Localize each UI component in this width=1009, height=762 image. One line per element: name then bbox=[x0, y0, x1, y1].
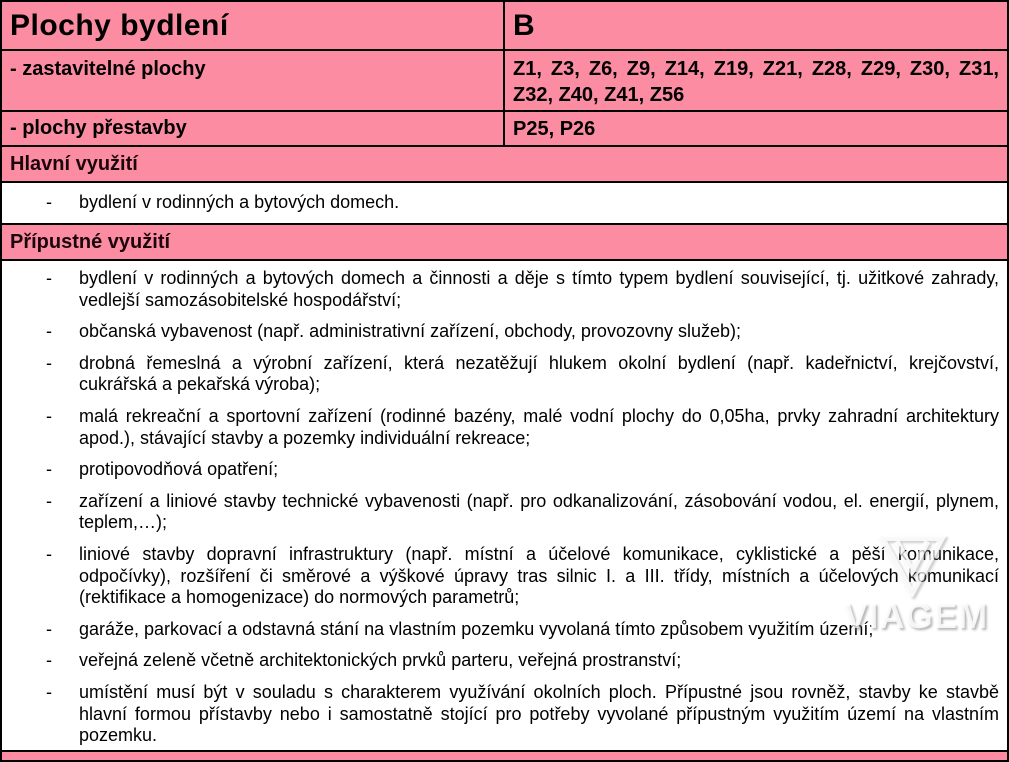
bullet-dash: - bbox=[46, 543, 52, 564]
section-body-main-use bbox=[2, 183, 1007, 225]
list-item-text: garáže, parkovací a odstavná stání na vlastním pozemku vyvolaná tímto způsobem využitím území; bbox=[79, 618, 874, 639]
title-row bbox=[2, 2, 1007, 51]
list-item-text: zařízení a liniové stavby technické vybavenosti (např. pro odkanalizování, zásobování vodou, el. energií, plynem, teplem,…); bbox=[79, 490, 999, 533]
list-item bbox=[2, 192, 1007, 214]
bullet-dash: - bbox=[46, 192, 52, 212]
bullet-dash: - bbox=[46, 681, 52, 702]
list-item bbox=[2, 619, 1007, 641]
bullet-dash: - bbox=[46, 650, 52, 671]
list-item bbox=[2, 459, 1007, 481]
list-item bbox=[2, 353, 1007, 396]
list-item-text: umístění musí být v souladu s charakterem využívání okolních ploch. Přípustné jsou rovněž, stavby ke stavbě hlavní formou přístavby nebo i samostatně stojící pro potřeby vyvolané přípustným využitím území na vlastním pozemku. bbox=[79, 681, 999, 746]
section-body-permitted-use bbox=[2, 261, 1007, 752]
row-label: - zastavitelné plochy bbox=[10, 58, 206, 80]
table-row bbox=[2, 51, 1007, 112]
row-value-rebuild: P25, P26 bbox=[513, 117, 596, 140]
list-item bbox=[2, 321, 1007, 343]
bullet-dash: - bbox=[46, 405, 52, 426]
table-row bbox=[2, 112, 1007, 147]
list-item-text: malá rekreační a sportovní zařízení (rodinné bazény, malé vodní plochy do 0,05ha, prvky zahradní architektury apod.), stávající stavby a pozemky individuální rekreace; bbox=[79, 405, 999, 448]
bullet-dash: - bbox=[46, 268, 52, 288]
next-section-partial-row bbox=[2, 752, 1007, 760]
list-item bbox=[2, 650, 1007, 672]
bullet-dash: - bbox=[46, 321, 52, 342]
zone-code: B bbox=[513, 8, 536, 42]
bullet-dash: - bbox=[46, 490, 52, 511]
list-item-text: drobná řemeslná a výrobní zařízení, která nezatěžují hlukem okolní bydlení (např. kadeřnictví, krejčovství, cukrářská a pekařská výroba); bbox=[79, 352, 999, 395]
list-item bbox=[2, 491, 1007, 534]
section-heading-permitted-use: Přípustné využití bbox=[2, 225, 1007, 261]
list-item bbox=[2, 682, 1007, 747]
list-item bbox=[2, 268, 1007, 311]
list-item-text: veřejná zeleně včetně architektonických prvků parteru, veřejná prostranství; bbox=[79, 650, 682, 671]
page-title: Plochy bydlení bbox=[2, 2, 505, 49]
list-item-text: protipovodňová opatření; bbox=[79, 459, 279, 480]
row-label-zastavitelne bbox=[2, 51, 505, 110]
list-item-text: liniové stavby dopravní infrastruktury (např. místní a účelové komunikace, cyklistické a pěší komunikace, odpočívky), rozšíření či směrové a výškové úpravy tras silnic I. a III. třídy, místních a účelových komunikací (rektifikace a homogenizace) do normových parametrů; bbox=[79, 543, 999, 608]
row-value-zones: Z1, Z3, Z6, Z9, Z14, Z19, Z21, Z28, Z29, Z30, Z31, Z32, Z40, Z41, Z56 bbox=[513, 58, 999, 106]
list-item-text: bydlení v rodinných a bytových domech. bbox=[79, 192, 400, 212]
watermark-text: VIAGEM bbox=[844, 597, 989, 636]
row-label-prestavby bbox=[2, 112, 505, 145]
bullet-dash: - bbox=[46, 459, 52, 480]
list-item bbox=[2, 544, 1007, 609]
list-item-text: občanská vybavenost (např. administrativní zařízení, obchody, provozovny služeb); bbox=[79, 321, 742, 342]
row-label: - plochy přestavby bbox=[10, 117, 187, 139]
list-item-text: bydlení v rodinných a bytových domech a činnosti a děje s tímto typem bydlení související, tj. užitkové zahrady, vedlejší samozásobitelské hospodářství; bbox=[79, 268, 999, 310]
list-item bbox=[2, 406, 1007, 449]
section-heading-main-use: Hlavní využití bbox=[2, 147, 1007, 183]
bullet-dash: - bbox=[46, 352, 52, 373]
bullet-dash: - bbox=[46, 618, 52, 639]
